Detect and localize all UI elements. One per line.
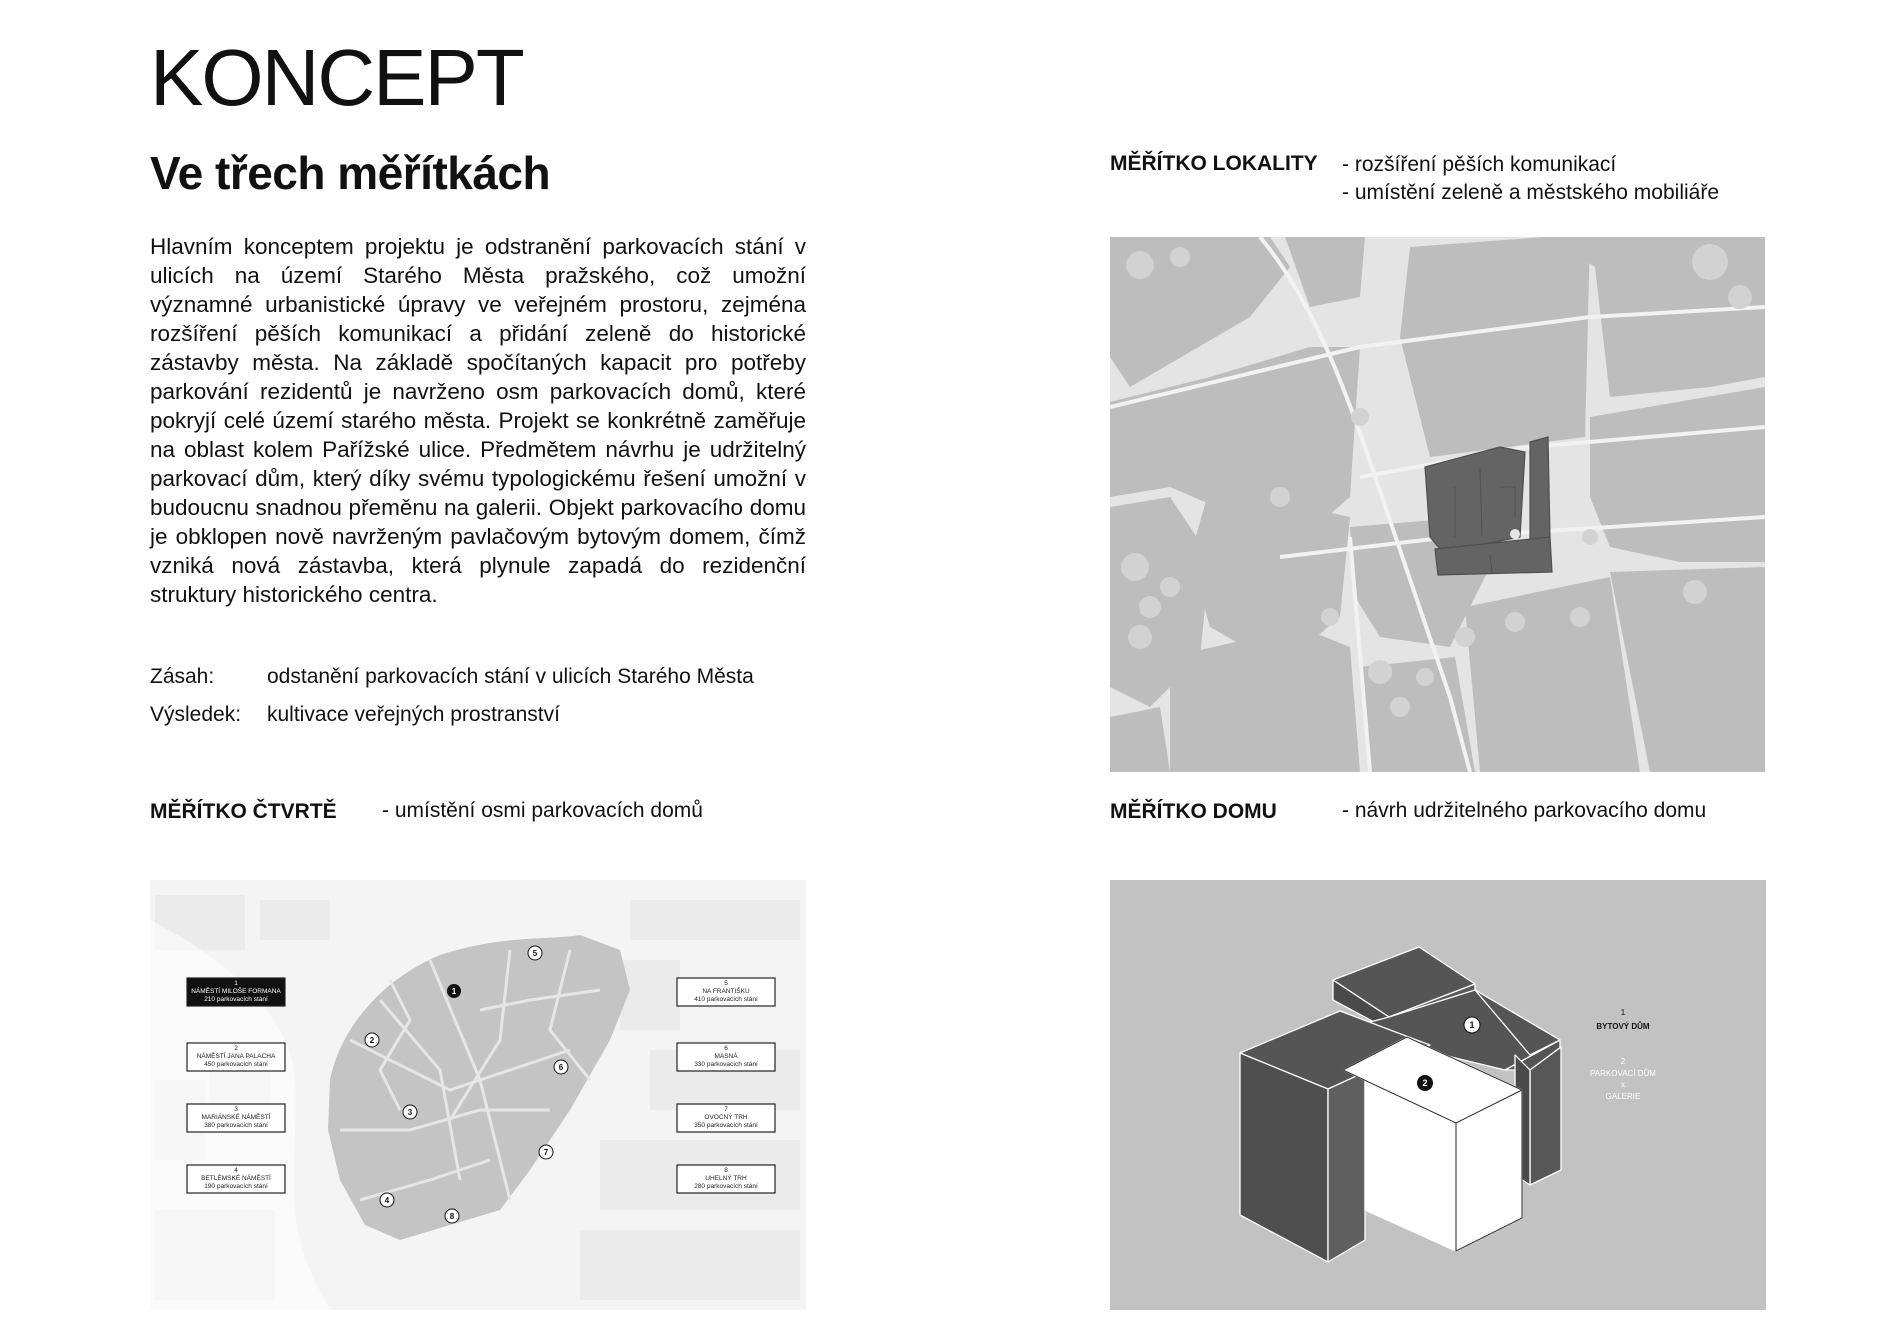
label-capacity: 280 parkovacích stání	[694, 1183, 758, 1190]
label-capacity: 210 parkovacích stání	[204, 996, 268, 1003]
label-name: NÁMĚSTÍ MILOŠE FORMANA	[191, 988, 281, 995]
legend-parkovaci-dum: PARKOVACÍ DŮM	[1590, 1069, 1656, 1078]
building-marker-1: 1	[1469, 1020, 1475, 1030]
zasah-label: Zásah:	[150, 665, 215, 688]
marker-1: 1	[451, 987, 457, 996]
label-num: 6	[724, 1045, 728, 1052]
building-axonometry	[1110, 880, 1766, 1310]
legend-num-2: 2	[1620, 1057, 1626, 1066]
legend-num-1: 1	[1620, 1008, 1626, 1017]
ctvrte-title: MĚŘÍTKO ČTVRTĚ	[150, 800, 337, 823]
label-capacity: 410 parkovacích stání	[694, 996, 758, 1003]
ctvrte-desc: - umístění osmi parkovacích domů	[382, 799, 703, 822]
label-num: 4	[234, 1167, 238, 1174]
concept-paragraph: Hlavním konceptem projektu je odstranění parkovacích stání v ulicích na území Starého Města pražského, což umožní významné urbanistické úpravy ve veřejném prostoru, zejména rozšíření pěších komunikací a přidání zeleně do historické zástavby města. Na základě spočítaných kapacit pro potřeby parkování rezidentů je navrženo osm parkovacích domů, které pokryjí celé území starého města. Projekt se konkrétně zaměřuje na oblast kolem Pařížské ulice. Předmětem návrhu je udržitelný parkovací dům, který díky svému typologickému řešení umožní v budoucnu snadnou přeměnu na galerii. Objekt parkovacího domu je obklopen nově navrženým pavlačovým bytovým domem, čímž vzniká nová zástavba, která plynule zapadá do rezidenční struktury historického centra.	[150, 234, 806, 607]
label-num: 5	[724, 980, 728, 987]
page-title: KONCEPT	[150, 33, 523, 122]
domu-desc: - návrh udržitelného parkovacího domu	[1342, 799, 1707, 822]
marker-5: 5	[532, 949, 538, 958]
vysledek-value: kultivace veřejných prostranství	[267, 703, 560, 726]
lokality-item: - umístění zeleně a městského mobiliáře	[1342, 181, 1720, 204]
legend-bytovy-dum: BYTOVÝ DŮM	[1596, 1022, 1650, 1031]
label-name: MARIÁNSKÉ NÁMĚSTÍ	[201, 1114, 271, 1121]
label-capacity: 380 parkovacích stání	[204, 1122, 268, 1129]
lokality-item: - rozšíření pěších komunikací	[1342, 153, 1617, 176]
label-capacity: 450 parkovacích stání	[204, 1061, 268, 1068]
label-name: NA FRANTIŠKU	[702, 988, 750, 995]
domu-title: MĚŘÍTKO DOMU	[1110, 800, 1277, 823]
label-num: 3	[234, 1106, 238, 1113]
label-num: 2	[234, 1045, 238, 1052]
label-num: 1	[234, 980, 238, 987]
label-capacity: 330 parkovacích stání	[694, 1061, 758, 1068]
label-name: NÁMĚSTÍ JANA PALACHA	[196, 1053, 276, 1060]
label-num: 7	[724, 1106, 728, 1113]
legend-x: x	[1621, 1080, 1625, 1089]
building-marker-2: 2	[1422, 1078, 1428, 1088]
lokality-title: MĚŘÍTKO LOKALITY	[1110, 152, 1318, 175]
locality-map	[1110, 237, 1765, 772]
label-name: MASNÁ	[714, 1053, 738, 1060]
vysledek-label: Výsledek:	[150, 703, 242, 726]
marker-8: 8	[449, 1212, 455, 1221]
marker-7: 7	[543, 1148, 549, 1157]
marker-6: 6	[558, 1063, 564, 1072]
label-name: BETLÉMSKÉ NÁMĚSTÍ	[201, 1175, 271, 1182]
lokality-desc	[1342, 151, 1719, 207]
page-subtitle: Ve třech měřítkách	[150, 147, 551, 199]
label-capacity: 190 parkovacích stání	[204, 1183, 268, 1190]
legend-galerie: GALERIE	[1605, 1092, 1641, 1101]
label-capacity: 350 parkovacích stání	[694, 1122, 758, 1129]
district-map	[150, 880, 806, 1310]
zasah-value: odstanění parkovacích stání v ulicích Starého Města	[267, 665, 754, 688]
label-name: UHELNÝ TRH	[705, 1175, 747, 1182]
marker-2: 2	[369, 1036, 375, 1045]
label-name: OVOCNÝ TRH	[704, 1114, 748, 1121]
marker-3: 3	[407, 1108, 413, 1117]
label-num: 8	[724, 1167, 728, 1174]
marker-4: 4	[384, 1196, 390, 1205]
